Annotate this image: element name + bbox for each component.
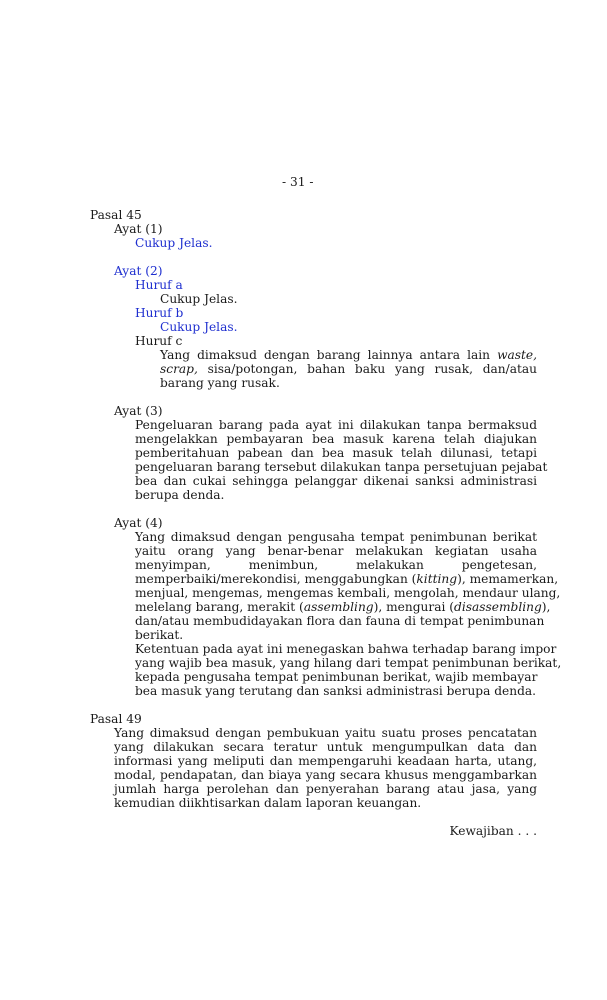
text-line: kemudian diikhtisarkan dalam laporan keuangan. [114,796,422,810]
text-line: jumlah harga perolehan dan penyerahan barang atau jasa, yang [114,782,537,796]
page-number: - 31 - [282,175,314,189]
text-line: bea dan cukai sehingga pelanggar dikenai sanksi administrasi [135,474,537,488]
text-line: Yang dimaksud dengan pembukuan yaitu suatu proses pencatatan [114,726,537,740]
huruf-b-label: Huruf b [135,306,184,320]
huruf-a-text: Cukup Jelas. [160,292,238,306]
text-line: menjual, mengemas, mengemas kembali, mengolah, mendaur ulang, [135,586,561,600]
text-line: Yang dimaksud dengan barang lainnya antara lain waste, [160,348,538,362]
ayat-1-text: Cukup Jelas. [135,236,213,250]
ayat-4-body [135,530,562,698]
text-line: informasi yang meliputi dan mempengaruhi keadaan harta, utang, [114,754,537,768]
ayat-3-label: Ayat (3) [114,404,163,418]
text-line: kepada pengusaha tempat penimbunan berikat, wajib membayar [135,670,538,684]
text-line: mengelakkan pembayaran bea masuk karena telah diajukan [135,432,537,446]
text-line: bea masuk yang terutang dan sanksi administrasi berupa denda. [135,684,537,698]
ayat-2-label: Ayat (2) [114,264,163,278]
huruf-c-label: Huruf c [135,334,183,348]
pasal-49-body [114,726,537,810]
text-line: berupa denda. [135,488,225,502]
text-line: dan/atau membudidayakan flora dan fauna di tempat penimbunan [135,614,545,628]
huruf-c-body [160,348,537,390]
text-line: yang dilakukan secara teratur untuk mengumpulkan data dan [114,740,537,754]
text-line: yaitu orang yang benar-benar melakukan kegiatan usaha [135,544,537,558]
text-line: memperbaiki/merekondisi, menggabungkan (kitting), memamerkan, [135,572,559,586]
text-line: berikat. [135,628,184,642]
text-line: modal, pendapatan, dan biaya yang secara khusus menggambarkan [114,768,537,782]
ayat-4-label: Ayat (4) [114,516,163,530]
text-line: yang wajib bea masuk, yang hilang dari tempat penimbunan berikat, [135,656,562,670]
text-line: melelang barang, merakit (assembling), mengurai (disassembling), [135,600,551,614]
text-line: Yang dimaksud dengan pengusaha tempat penimbunan berikat [135,530,537,544]
text-line: barang yang rusak. [160,376,280,390]
ayat-1-label: Ayat (1) [114,222,163,236]
huruf-b-text: Cukup Jelas. [160,320,238,334]
text-line: pemberitahuan pabean dan bea masuk telah dilunasi, tetapi [135,446,537,460]
text-line: menyimpan, menimbun, melakukan pengetesan, [135,558,537,572]
pasal-45-title: Pasal 45 [90,208,142,222]
ayat-3-body [135,418,548,502]
pasal-49-title: Pasal 49 [90,712,142,726]
continuation-catchword: Kewajiban . . . [449,824,537,838]
huruf-a-label: Huruf a [135,278,183,292]
text-line: Pengeluaran barang pada ayat ini dilakukan tanpa bermaksud [135,418,537,432]
text-line: Ketentuan pada ayat ini menegaskan bahwa terhadap barang impor [135,642,557,656]
text-line: scrap, sisa/potongan, bahan baku yang rusak, dan/atau [160,362,538,376]
text-line: pengeluaran barang tersebut dilakukan tanpa persetujuan pejabat [135,460,548,474]
